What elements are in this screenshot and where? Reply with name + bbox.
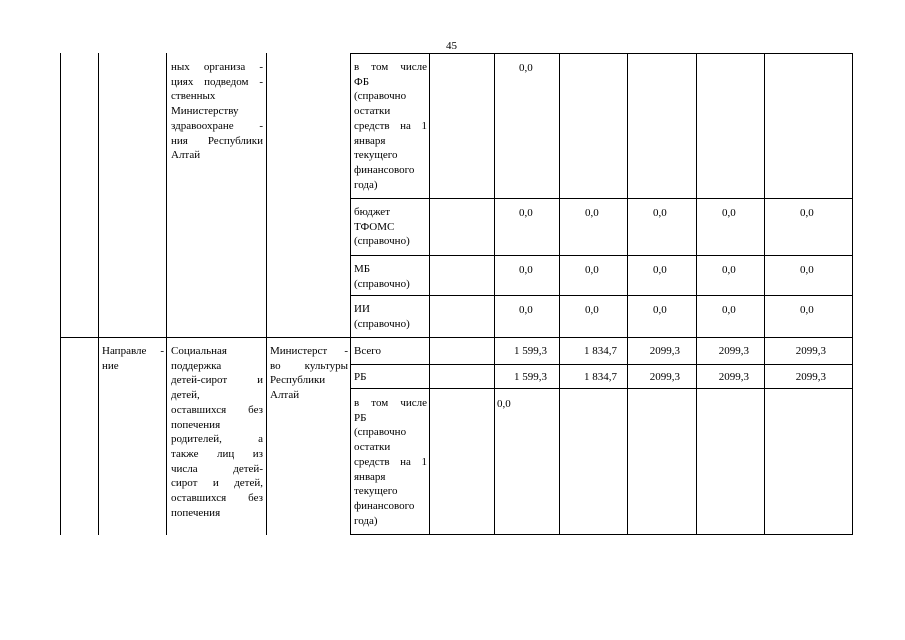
value-cell: 2099,3	[649, 371, 680, 383]
text-line: детей,	[171, 389, 200, 402]
text-line: циях подведом -	[171, 75, 263, 88]
text-line: финансового	[354, 163, 415, 176]
value-cell: 0,0	[800, 207, 814, 219]
value-cell: 2099,3	[718, 345, 749, 357]
table-rule	[852, 53, 853, 535]
row-label	[354, 205, 427, 249]
value-cell: 0,0	[653, 264, 667, 276]
value-cell: 2099,3	[718, 371, 749, 383]
table-rule	[429, 53, 430, 535]
value-cell: 0,0	[722, 304, 736, 316]
text-line: остатки	[354, 441, 391, 454]
text-line: года)	[354, 178, 378, 191]
value-cell: 2099,3	[795, 345, 826, 357]
block1-description	[171, 60, 263, 163]
text-line: РБ	[354, 371, 367, 383]
value-cell: 1 834,7	[584, 371, 617, 383]
text-line: попечения	[171, 418, 221, 431]
row-label	[354, 344, 427, 359]
text-line: средств на 1	[354, 119, 427, 132]
value-cell: 1 599,3	[514, 371, 547, 383]
text-line: года)	[354, 514, 378, 527]
text-line: января	[354, 470, 386, 483]
text-line: Алтай	[270, 389, 300, 402]
text-line: Республики	[270, 374, 326, 387]
text-line: оставшихся без	[171, 492, 263, 505]
text-line: Алтай	[171, 149, 201, 162]
text-line: МБ	[354, 263, 371, 275]
row-label	[354, 302, 427, 331]
text-line: ТФОМС	[354, 220, 395, 233]
text-line: попечения	[171, 506, 221, 519]
row-label	[354, 396, 427, 528]
text-line: ния Республики	[171, 134, 263, 147]
text-line: Министерству	[171, 105, 239, 118]
table-rule	[696, 53, 697, 535]
value-cell: 0,0	[653, 304, 667, 316]
text-line: детей-сирот и	[171, 374, 263, 387]
text-line: Направле -	[102, 345, 164, 357]
value-cell: 0,0	[519, 62, 533, 74]
text-line: также лиц из	[171, 447, 263, 460]
value-cell: 0,0	[585, 304, 599, 316]
row-label	[354, 370, 427, 385]
text-line: средств на 1	[354, 455, 427, 468]
text-line: ственных	[171, 90, 216, 103]
text-line: оставшихся без	[171, 403, 263, 416]
text-line: (справочно	[354, 426, 407, 439]
table-rule	[60, 337, 853, 338]
text-line: текущего	[354, 485, 398, 498]
text-line: ИИ	[354, 303, 370, 315]
text-line: РБ	[354, 411, 367, 424]
text-line: Министерст -	[270, 345, 348, 357]
executor-cell	[270, 344, 348, 403]
text-line: числа детей-	[171, 462, 263, 475]
value-cell: 0,0	[519, 264, 533, 276]
table-rule	[350, 534, 853, 535]
value-cell: 2099,3	[795, 371, 826, 383]
value-cell: 2099,3	[649, 345, 680, 357]
text-line: текущего	[354, 149, 398, 162]
value-cell: 1 834,7	[584, 345, 617, 357]
row-label	[354, 60, 427, 192]
table-rule	[559, 53, 560, 535]
block2-description	[171, 344, 263, 520]
value-cell: 0,0	[800, 304, 814, 316]
text-line: Всего	[354, 345, 381, 357]
value-cell: 0,0	[800, 264, 814, 276]
value-cell: 0,0	[519, 304, 533, 316]
text-line: здравоохране -	[171, 119, 263, 132]
value-cell: 0,0	[722, 207, 736, 219]
text-line: (справочно)	[354, 235, 410, 248]
text-line: в том числе	[354, 61, 427, 73]
text-line: ных организа -	[171, 61, 263, 73]
value-cell: 0,0	[585, 264, 599, 276]
text-line: сирот и детей,	[171, 477, 263, 490]
value-cell: 0,0	[653, 207, 667, 219]
table-rule	[350, 255, 853, 256]
table-rule	[494, 53, 495, 535]
table-rule	[266, 53, 267, 535]
text-line: остатки	[354, 105, 391, 118]
value-cell: 0,0	[519, 207, 533, 219]
text-line: ние	[102, 359, 119, 372]
text-line: поддержка	[171, 359, 222, 372]
table-rule	[350, 388, 853, 389]
table-rule	[350, 364, 853, 365]
table-rule	[350, 198, 853, 199]
value-cell: 0,0	[585, 207, 599, 219]
table-rule	[166, 53, 167, 535]
table-rule	[627, 53, 628, 535]
text-line: родителей, а	[171, 433, 263, 446]
text-line: (справочно)	[354, 317, 410, 330]
text-line: финансового	[354, 499, 415, 512]
table-rule	[350, 295, 853, 296]
text-line: ФБ	[354, 75, 370, 88]
value-cell: 1 599,3	[514, 345, 547, 357]
table-rule	[350, 53, 853, 54]
text-line: января	[354, 134, 386, 147]
row-label	[354, 262, 427, 291]
value-cell: 0,0	[722, 264, 736, 276]
text-line: (справочно)	[354, 277, 410, 290]
text-line: (справочно	[354, 90, 407, 103]
text-line: в том числе	[354, 397, 427, 409]
page-number: 45	[446, 40, 457, 52]
table-rule	[98, 53, 99, 535]
text-line: бюджет	[354, 206, 390, 218]
table-rule	[60, 53, 61, 535]
table-rule	[350, 53, 351, 535]
text-line: Социальная	[171, 345, 227, 357]
table-rule	[764, 53, 765, 535]
direction-cell	[102, 344, 164, 373]
text-line: во культуры	[270, 359, 348, 372]
value-cell: 0,0	[497, 398, 511, 410]
